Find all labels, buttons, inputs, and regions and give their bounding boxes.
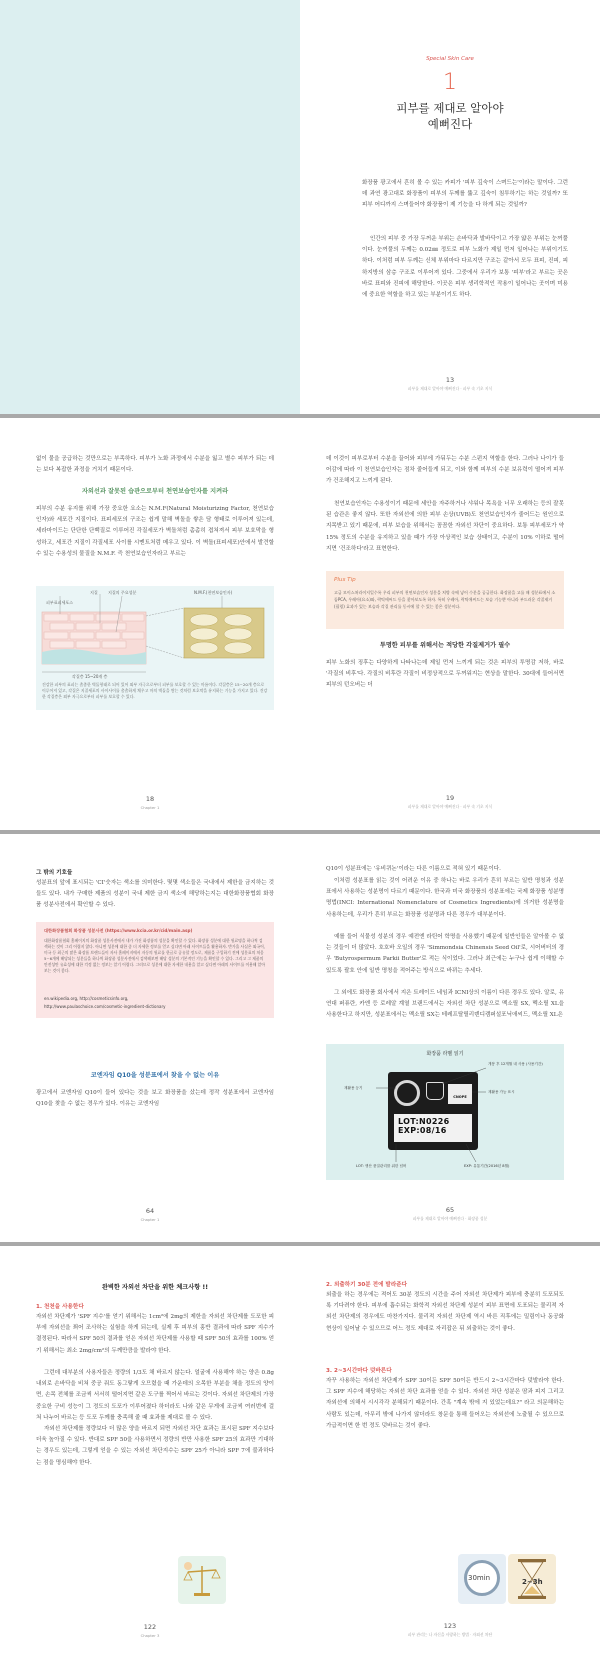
running-footer: 피부를 제대로 알아야 예뻐진다 · 화장품 성분 [412,1216,488,1221]
folio-65 [300,1206,600,1222]
folio-122 [0,1623,300,1638]
plus-tip-box [326,571,564,629]
section-heading: 투명한 피부를 위해서는 적당한 각질제거가 필수 [379,642,511,649]
figure-label-layer: 피부표피세포스 [46,600,74,605]
page-13 [300,0,600,414]
clock-label: 30min [468,1574,491,1582]
tip-title: Plus Tip [334,577,356,583]
section-heading: 코엔자임 Q10을 성분표에서 찾을 수 없는 이유 [90,1072,220,1079]
body-paragraph-2: 자꾸 사용하는 자외선 차단제가 SPF 30이든 SPF 50이든 반드시 2~3시간마다 덧발라야 한다. 그 SPF 지수에 해당하는 자외선 차단 효과를 얻을 수 있다. 자외선 차단 성분은 땀과 피지 그리고 자외선에 의해서 시시각각 분해되기 때문이다. 간혹 "계속 밖에 지 있었는데요?" 라고 의문해하는 사람도 있는데, 아무리 밖에 나가지 않더라도 창문을 통해 들어오는 자외선에 노출될 수 있으므로 가급적이면 한 번 정도 덧바르는 것이 좋다. [326,1378,564,1429]
folio-19 [300,794,600,810]
label-green: 재활용 가능 표시 [488,1090,515,1094]
running-footer: 피부를 제대로 알아야 예뻐진다 · 피부 속 기초 지식 [407,386,493,391]
label-reading-figure [326,1044,564,1180]
page-number: 19 [445,794,455,802]
body-paragraph-3: 자외선 차단제를 정량보다 더 많은 양을 바르지 되면 자외선 차단 효과는 표시된 SPF 지수보다 더욱 높아질 수 있다. 반대로 SPF 50을 사용하면서 정량의 반만 사용한 SPF 25의 효과만 기대하는 경우도 있는데, 그렇게 얻을 수 있는 자외선 차단지수는 SPF 25가 아니라 SPF 7에 불과하다는 점을 명심해야 한다. [36,1426,274,1466]
label-recycle: 재활용 등기 [344,1086,363,1090]
lot-text: LOT:N0226 [398,1117,450,1126]
body-paragraph-1: 자외선 차단제가 'SPF 지수'를 얻기 위해서는 1cm²에 2mg의 제한을 자외선 차단제를 도포한 피부에 자외선을 쬐어 조사하는 실험을 하게 되는데, 실제 후 피부의 홍반 결과에 따라 SPF 지수가 결정된다. 따라서 SPF 50의 결과를 얻은 자외선 차단제를 사용할 때 SPF 50의 효과를 100% 얻기 위해서는 최소 2mg/cm²의 두께만큼을 발라야 한다. [36,1314,274,1354]
page-65 [300,834,600,1242]
body-paragraph-2: 그런데 대부분의 사용자들은 정량의 1/3도 채 바르지 않는다. 얼굴에 사용해야 하는 양은 0.8g 내외로 손바닥을 비쳐 중공 줘도 동그랗게 오므렸을 때 가운데의 오목한 부분을 채울 정도의 양이면, 손목 전체를 조금씩 서서히 떨어지면 같은 도구를 찍어서 바르는 것이다. 자외선 차단제의 가장 중요한 구비 성능이 그 정도의 도포가 이루어졌다 하더라도 나와 같은 무게에 조금씩 여러번에 걸쳐 나누어 바르는 등 도포 두께를 충족해 줄 때 효과를 제대로 볼 수 있다. [36,1370,274,1421]
figure-title: 화장품 라벨 읽기 [426,1051,464,1057]
section-heading: 완벽한 자외선 차단을 위한 체크사항 !! [101,1284,209,1291]
body-paragraph-3: 피부 노화의 징후는 다양하게 나타나는데 제일 먼저 느끼게 되는 것은 피부의 투명감 저하, 바로 '각질의 비후'다. 각질의 비후란 각질이 비정상적으로 두꺼워지는 현상을 말한다. 30대에 들어서면 피부의 턴오버는 더 [326,660,564,689]
figure-label-lipid: 지질 [90,590,98,595]
body-paragraph-1: Q10이 성분표에는 '유비퀴논'이라는 다른 이름으로 적혀 있기 때문이다. [326,866,501,872]
info-link-1[interactable]: en.wikipedia.org, http://cosmeticsinfo.org, [44,996,129,1001]
cnope-mark: CNOPE [448,1084,472,1104]
page-123 [300,1246,600,1658]
spread-1 [0,0,600,414]
subheading-3: 3. 2~3시간마다 덧바른다 [326,1368,392,1374]
page-19 [300,418,600,830]
intro-paragraph: 없이 물을 공급하는 것만으로는 부족하다. 피부가 노화 과정에서 수분을 잃고 별수 피부가 되는 데는 보다 복잡한 과정을 거치기 때문이다. [36,456,274,474]
chapter-kicker: Special Skin Care [426,56,474,62]
spread-4 [0,1246,600,1658]
page-122 [0,1246,300,1658]
folio-18 [0,795,300,810]
chapter-number: 1 [443,70,457,95]
figure-label-nmf: N.M.F.(천연보습인자) [194,590,233,595]
info-link-2[interactable]: http://www.paulaschoice.com/cosmetic-ingredient-dictionary [44,1004,166,1009]
page-number: 65 [445,1206,455,1214]
label-exp: EXP: 유통기간(2016년 8월) [464,1164,510,1168]
body-paragraph-1: 외출을 하는 경우에는 적어도 30분 정도의 시간을 주어 자외선 차단제가 피부에 충분히 도포되도록 기다려야 한다. 피부에 흡수되는 화학적 자외선 차단제 성분이 피부 표면에 도포되는 물리적 자외선 차단제의 경우에도 마찬가지다. 물리적 자외선 차단제 역시 바른 직후에는 밀림이나 동공화 현상이 일어날 수 있으므로 어느 정도 제대로 자리잡은 뒤 외출하는 것이 좋다. [326,1292,564,1332]
running-footer: 피부 관리는 나 자신을 사랑하는 방법 · 자외선 차단 [407,1632,493,1637]
chapter-title-line2: 예뻐진다 [427,117,473,131]
body-paragraph-2: 천연보습인자는 수용성이기 때문에 세안을 자주하거나 샤워나 목욕을 너무 오래하는 등의 잘못된 습관은 좋지 않다. 또한 자외선에 의한 피부 손상(UVB)도 천연보습인자가 줄어드는 원인으로 지목받고 있기 때문에, 피부 보습을 위해서는 꼼꼼한 자외선 차단이 중요하다. 보통 피부세포가 약 15% 정도의 수분을 유지하고 있을 때가 가장 아상적인 보습 상태이고, 수분이 10% 이하로 떨어지면 '건조하다'라고 표현한다. [326,501,564,552]
section-heading: 자외선과 잘못된 습관으로부터 천연보습인자를 지켜라 [81,488,229,495]
spread-2 [0,418,600,830]
info-box-title: 대한화장품협회 화장품 성분사전 (https://www.kcia.or.kr/cid/main.asp) [44,928,193,933]
folio-13 [300,376,600,392]
spread-3 [0,834,600,1242]
tip-text: 고급 모이스처라이저일수록 우리 피부의 천연보습인자 성분을 처방 속에 넣어 수분을 공급한다. 화장품을 고를 때 성분표에서 소듐PCA, 우레아(요소)와, 락틱애씨드 등을 찾아보도록 하자. 특히 우레아, 락틱애씨드는 보습 기능뿐 아니라 부드러운 각질제거(필링) 효과가 있는 보습과 각질 관리를 동시에 할 수 있는 좋은 성분이다. [334,590,556,609]
label-lot: LOT: 생산 품질관리를 위한 넘버 [356,1164,407,1168]
body-paragraph-2: 광고에서 코엔자임 Q10이 들어 있다는 것을 보고 화장품을 샀는데 정작 성분표에서 코엔자임 Q10을 찾을 수 없는 경우가 있다. 이유는 코엔자임 [36,1090,274,1108]
info-box [36,922,274,1018]
info-box-text: 대한화장품협회 홈페이지의 화장품 성분사전에서 내가 가진 화장품의 성분을 확인할 수 있다. 화장품 성분에 대한 원료명을 하나씩 검색하는 것이 그리 어렵지 않다. 아니면 성분에 대한 좀 더 자세한 정보를 얻고 싶다면 아래 사이트들을 활용하자. 반가울 사실은 외국어, 미국 등 최근의 많은 화장품 브랜드들이 자사 홈페이지에서 자동의 원료를 한글로 공유할 정도로, 제품을 구입하기 전에 성분표의 처음 5~6개에 해당되는 성분들을 하나씩 화장품 성분사전에서 검색해보면 해당 성분의 기본적인 기능을 확인할 수 있다. 그리고 그 제품의 안전성만 유효성에 대한 걱정 없는 정보는 알기 어렵다. 그러므로 성분에 대한 자세한 내용을 알고 싶다면 아래의 사이트를 이용해 알아보는 것이 좋다. [44,938,265,973]
balance-scale-icon [178,1556,226,1604]
body-paragraph-3: 예를 들어 식물성 성분의 경우 예전엔 라틴어 학명을 사용했기 때문에 일반인들은 알아볼 수 없는 것들이 더 많았다. 호호바 오일의 경우 'Simmondsia Chinensis Seed Oil'로, 시어버터의 경우 'Butyrospermum Parkii Butter'로 적는 식이었다. 그러나 최근에는 누구나 쉽게 이해할 수 있도록 괄호 안에 일반 명칭을 적어주는 방식으로 바뀌는 추세다. [326,934,564,974]
skin-structure-figure [36,586,274,710]
figure-label-layers: 각질층 15~20개 층 [72,674,108,679]
figure-caption: 건강한 피부의 표피는 촘촘한 벽돌형태로 되어 있어 외부 자극으로부터 피부를 보호할 수 있는 마름이다. 각질층은 15~20개 층으로 이루어져 있고, 각질은 지질세포의 사이사이를 촘촘하게 채우고 마치 벽돌을 쌓는 것처럼 보호막을 유지하는 기능을 가지고 있다. 건강한 각질층은 외부 자극으로부터 피부를 보호할 수 있다. [42,682,268,699]
running-footer: Chapter 1 [140,1217,160,1222]
running-footer: Chapter 3 [140,1633,160,1638]
body-paragraph-1: 화장품 광고에서 흔히 볼 수 있는 카피가 '피부 깊숙이 스며드는'이라는 말이다. 그런데 과연 광고대로 화장품이 피부의 두께를 뚫고 깊숙이 침투하기는 하는 것일까? 또 피부 어디까지 스며들어야 화장품이 제 기능을 다 하게 되는 것일까? [362,180,568,209]
page-number: 64 [145,1207,155,1215]
page-number: 123 [443,1622,457,1630]
page-18 [0,418,300,830]
subheading-2: 2. 외출하기 30분 전에 발라준다 [326,1282,408,1288]
page-number: 18 [145,795,155,803]
scale-illustration [178,1556,226,1604]
page-number: 122 [143,1623,157,1631]
label-pao: 개봉 후 12개월 내 사용 (사용기간) [488,1062,543,1066]
exp-text: EXP:08/16 [398,1126,447,1135]
clock-illustration [458,1554,506,1604]
body-paragraph-2: 인간의 피부 중 가장 두꺼운 부위는 손바닥과 발바닥이고 가장 얇은 부위는 눈꺼풀이다. 눈꺼풀의 두께는 0.02㎜ 정도로 피부 노화가 제일 먼저 일어나는 부위이기도 하다. 이처럼 피부 두께는 신체 부위마다 다르지만 구조는 같아서 모두 표피, 진피, 피하지방의 삼층 구조로 이루어져 있다. 그중에서 우리가 보통 '피부'라고 부르는 곳은 바로 표피와 진피에 해당한다. 이곳은 피부 생리학적인 작용이 일어나는 곳이며 미용에 중요한 역할을 하고 있는 부분이기도 하다. [362,236,568,299]
hourglass-label: 2~3h [522,1578,543,1586]
body-paragraph-2: 이처럼 성분표를 읽는 것이 어려운 이유 중 하나는 바로 우리가 흔히 부르는 일반 명칭과 성분표에서 사용하는 성분명이 다르기 때문이다. 한국과 미국 화장품의 성분표에는 국제 화장품 성분명명법(INCI: International Nomenclature of Cosmetics Ingredients)에 의거한 성분명을 사용하는데, 우리가 흔히 부르는 화장품 성분명과 다른 경우가 대부분이다. [326,878,564,918]
page-64 [0,834,300,1242]
running-footer: 피부를 제대로 알아야 예뻐진다 · 피부 속 기초 지식 [407,804,493,809]
top-heading: 그 밖의 기호들 [36,870,73,876]
page-number: 13 [445,376,455,384]
folio-64 [0,1207,300,1222]
running-footer: Chapter 1 [140,805,160,810]
subheading-1: 1. 천천을 사용한다 [36,1304,84,1310]
chapter-title-line1: 피부를 제대로 알아야 [396,101,504,115]
body-paragraph: 피부의 수분 유지를 위해 가장 중요한 요소는 N.M.F(Natural Moisturizing Factor, 천연보습인자)와 세포간 지질이다. 표피세포의 구조는 쉽게 말해 벽돌을 쌓은 담 형태로 이루어져 있는데, 세라마이드는 단단한 단백질로 이루어진 각질세포가 벽돌처럼 촘촘히 겹쳐져서 피부 보호막을 형성하고, 세포간 지질이 각질세포 사이를 시멘트처럼 메우고 있다. 이 벽돌(표피세포)안에서 발견할 수 있는 수용성의 물질을 N.M.F. 즉 천연보습인자라고 부르는 [36,506,274,557]
page-12-blank [0,0,300,414]
body-paragraph-1: 데 이것이 피부로부터 수분을 끌어와 피부에 가둬두는 수분 스펀지 역할을 한다. 그러나 나이가 들어감에 따라 이 천연보습인자는 점차 줄어들게 되고, 이와 함께 피부의 수분 보유력이 떨어져 피부가 건조해지고 느끼게 된다. [326,456,564,485]
figure-label-lipid-main: 지질의 주요성분 [108,590,137,595]
folio-123 [300,1622,600,1638]
body-paragraph-1: 성분표의 앞에 표시되는 'CI'숫자는 색소를 의미한다. 몇몇 색소들은 국내에서 제한을 금지하는 것들도 있다. 내가 구매한 제품의 성분이 국내 제한 금지 색소에 해당하는지는 대한화장품협회 화장품 성분사전에서 확인할 수 있다. [36,880,274,909]
hourglass-illustration [508,1554,556,1604]
body-paragraph-4: 그 외에도 화장품 회사에서 지은 트레이드 네임과 ICNI상의 이름이 다른 경우도 있다. 알로, 유연대 퍼퓨란, 카엔 등 로레알 계열 브랜드에서는 자외선 차단 성분으로 멕소릴 SX, 멕소릴 XL을 사용한다고 하지만, 성분표에서는 멕소릴 SX는 테레프탈릴리덴디캠퍼설포닉애씨드, 멕소릴 XL은 [326,990,564,1019]
